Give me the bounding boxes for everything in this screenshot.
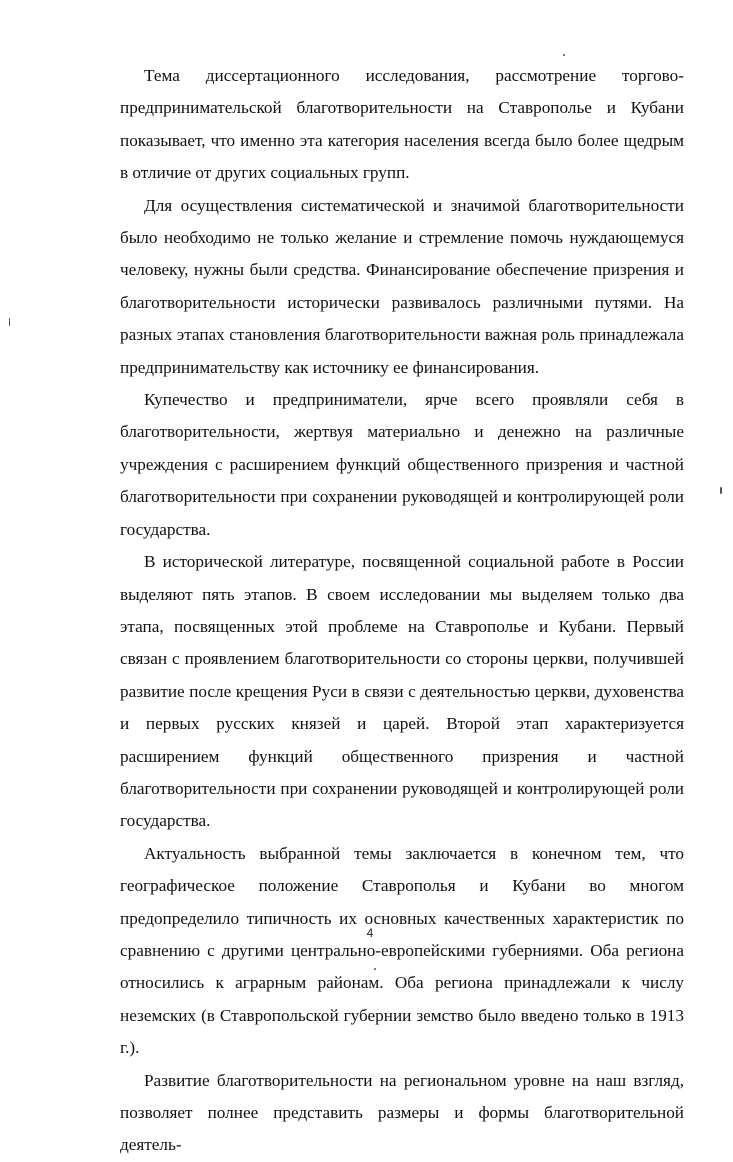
paragraph-1: Тема диссертационного исследования, рассмотрение торгово-предпринимательской благотворительности на Ставрополье и Кубани показывает, что именно эта категория населения всегда было более щедрым в отличие от других социальных групп.	[120, 66, 684, 183]
page-number: 4	[366, 926, 374, 940]
paragraph-3: Купечество и предприниматели, ярче всего проявляли себя в благотворительности, жертвуя материально и денежно на различные учреждения с расширением функций общественного призрения и частной благотворительности при сохранении руководящей и контролирующей роли государства.	[120, 390, 684, 539]
scan-speck	[720, 487, 722, 494]
paragraph-2: Для осуществления систематической и значимой благотворительности было необходимо не только желание и стремление помочь нуждающемуся человеку, нужны были средства. Финансирование обеспечение призрения и благотворительности исторически развивалось различными путями. На разных этапах становления благотворительности важная роль принадлежала предпринимательству как источнику ее финансирования.	[120, 195, 684, 377]
scan-speck	[563, 54, 565, 56]
body-text	[120, 60, 684, 1162]
scan-speck	[9, 318, 10, 326]
paragraph-5: Актуальность выбранной темы заключается в конечном тем, что географическое положение Ставрополья и Кубани во многом предопределило типичность их основных качественных характеристик по сравнению с другими центрально-европейскими губерниями. Оба региона относились к аграрным районам. Оба региона принадлежали к числу неземских (в Ставропольской губернии земство было введено только в 1913 г.).	[120, 843, 684, 1058]
paragraph-4: В исторической литературе, посвященной социальной работе в России выделяют пять этапов. В своем исследовании мы выделяем только два этапа, посвященных этой проблеме на Ставрополье и Кубани. Первый связан с проявлением благотворительности со стороны церкви, получившей развитие после крещения Руси в связи с деятельностью церкви, духовенства и первых русских князей и царей. Второй этап характеризуется расширением функций общественного призрения и частной благотворительности при сохранении руководящей и контролирующей роли государства.	[120, 552, 684, 831]
scan-speck	[374, 968, 376, 970]
paragraph-6: Развитие благотворительности на региональном уровне на наш взгляд, позволяет полнее представить размеры и формы благотворительной деятель-	[120, 1070, 684, 1155]
